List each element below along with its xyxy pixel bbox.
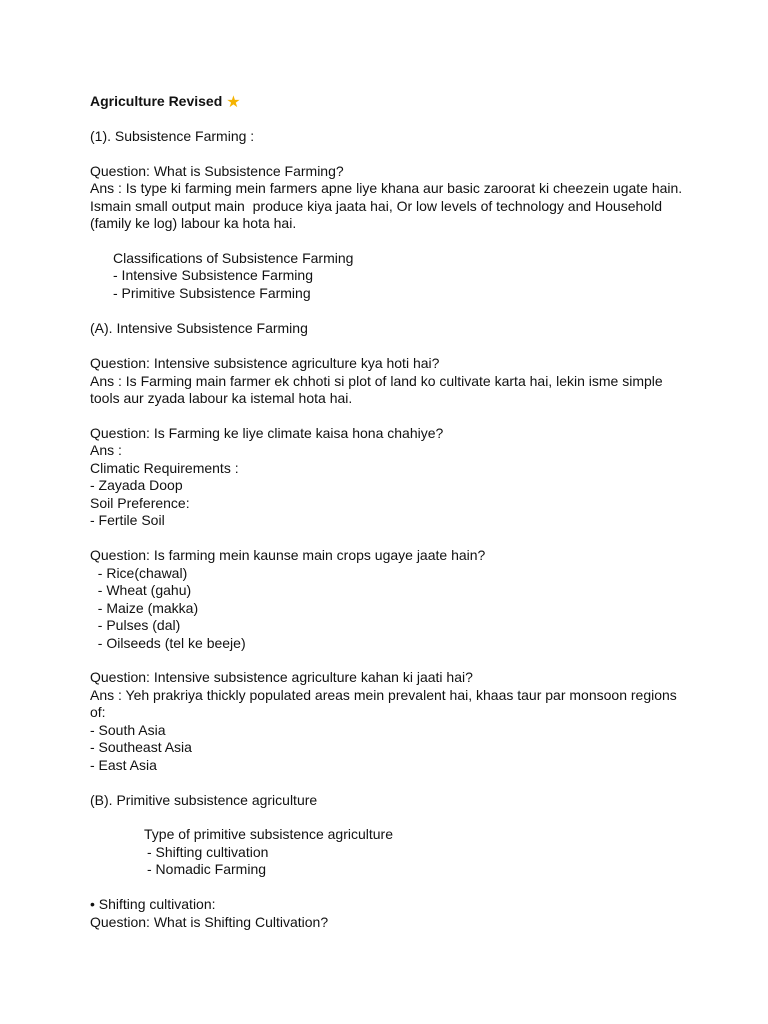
primitive-type-item: - Nomadic Farming xyxy=(147,861,267,877)
shifting-cultivation-bullet: • Shifting cultivation: xyxy=(90,896,216,912)
section-heading-primitive: (B). Primitive subsistence agriculture xyxy=(90,792,318,808)
crop-item: - Oilseeds (tel ke beeje) xyxy=(90,635,246,651)
title-text: Agriculture Revised xyxy=(90,93,223,109)
classification-item: - Primitive Subsistence Farming xyxy=(113,285,311,301)
classifications-heading: Classifications of Subsistence Farming xyxy=(113,250,354,266)
soil-item: - Fertile Soil xyxy=(90,512,165,528)
answer-line: Ans : Yeh prakriya thickly populated areas mein prevalent hai, khaas taur par monsoon regions xyxy=(90,687,677,703)
classification-item: - Intensive Subsistence Farming xyxy=(113,267,313,283)
answer-line: Ismain small output main produce kiya jaata hai, Or low levels of technology and Household xyxy=(90,198,662,214)
answer-line: Ans : Is Farming main farmer ek chhoti si plot of land ko cultivate karta hai, lekin isme simple xyxy=(90,373,663,389)
answer-line: of: xyxy=(90,704,106,720)
answer-line: (family ke log) labour ka hota hai. xyxy=(90,215,297,231)
region-item: - Southeast Asia xyxy=(90,739,192,755)
question-what-is-subsistence: Question: What is Subsistence Farming? xyxy=(90,163,344,179)
question-shifting-cultivation: Question: What is Shifting Cultivation? xyxy=(90,914,329,930)
primitive-type-item: - Shifting cultivation xyxy=(147,844,269,860)
question-where: Question: Intensive subsistence agriculture kahan ki jaati hai? xyxy=(90,669,473,685)
answer-label: Ans : xyxy=(90,442,122,458)
star-icon: ★ xyxy=(226,94,241,111)
climatic-item: - Zayada Doop xyxy=(90,477,183,493)
primitive-types-heading: Type of primitive subsistence agriculture xyxy=(144,826,393,842)
region-item: - East Asia xyxy=(90,757,157,773)
page-title xyxy=(90,93,241,111)
answer-line: Ans : Is type ki farming mein farmers apne liye khana aur basic zaroorat ki cheezein ugate hain. xyxy=(90,180,683,196)
crop-item: - Pulses (dal) xyxy=(90,617,181,633)
answer-line: tools aur zyada labour ka istemal hota hai. xyxy=(90,390,353,406)
crop-item: - Maize (makka) xyxy=(90,600,199,616)
climatic-requirements-label: Climatic Requirements : xyxy=(90,460,239,476)
question-climate: Question: Is Farming ke liye climate kaisa hona chahiye? xyxy=(90,425,444,441)
crop-item: - Rice(chawal) xyxy=(90,565,188,581)
region-item: - South Asia xyxy=(90,722,166,738)
question-intensive-kya: Question: Intensive subsistence agriculture kya hoti hai? xyxy=(90,355,440,371)
question-crops: Question: Is farming mein kaunse main crops ugaye jaate hain? xyxy=(90,547,486,563)
section-heading-intensive: (A). Intensive Subsistence Farming xyxy=(90,320,308,336)
section-heading-subsistence-farming: (1). Subsistence Farming : xyxy=(90,128,255,144)
soil-preference-label: Soil Preference: xyxy=(90,495,190,511)
crop-item: - Wheat (gahu) xyxy=(90,582,192,598)
